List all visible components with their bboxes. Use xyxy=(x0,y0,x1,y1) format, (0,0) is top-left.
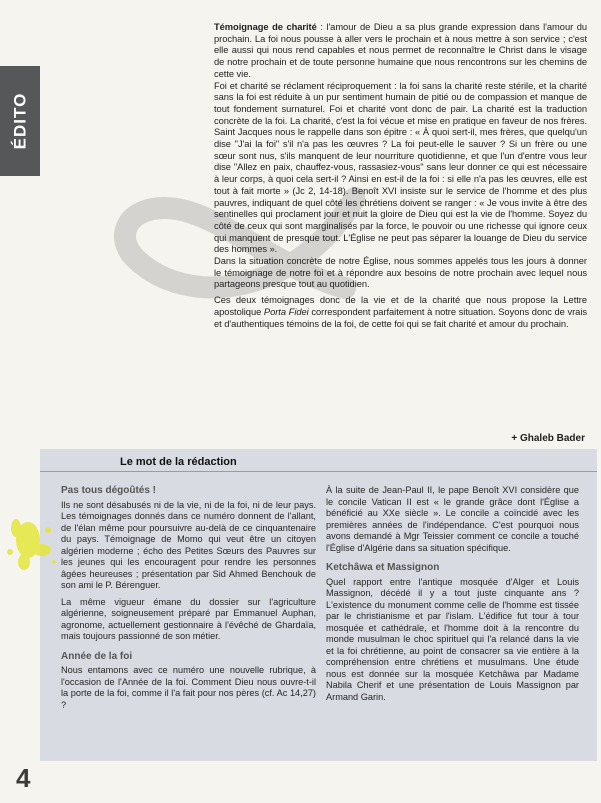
yellow-splash-decoration xyxy=(2,500,72,580)
editorial-paragraph-4 xyxy=(214,295,587,330)
section-heading: Ketchâwa et Massignon xyxy=(326,562,440,573)
edito-tab-label: ÉDITO xyxy=(10,92,30,150)
section-heading: Année de la foi xyxy=(61,650,133,662)
paragraph-text: Ces deux témoignages donc de la vie et de la charité que nous propose la Lettre apostolique xyxy=(214,295,587,317)
section-heading: Pas tous dégoûtés ! xyxy=(61,485,157,496)
editorial-text xyxy=(214,22,587,330)
editorial-paragraph-3: Dans la situation concrète de notre Église, nous sommes appelés tous les jours à donner le témoignage de notre foi et à répondre aux besoins de notre prochain avec lequel nous partageons presque tout au quotidien. xyxy=(214,256,587,290)
paragraph-text: correspondent parfaitement à notre situation. Soyons donc de vrais et d'authentiques témoins de la foi, de cette foi qui se fait charité et amour du prochain. xyxy=(214,306,587,329)
box-paragraph: Ils ne sont désabusés ni de la vie, ni de la foi, ni de leur pays. Les témoignages donnés dans ce numéro donnent de l'allant, de l'élan même pour poursuivre au-delà de ce cinquantenaire du pays. Témoignage de Momo qui veut être un citoyen algérien moderne ; écho des Petites Sœurs des Pauvres sur les jeunes qui les encouragent pour rendre les personnes âgées heureuses ; présentation par Sid Ahmed Benchouk de son ami le P. Bérenguer. xyxy=(61,499,316,590)
letter-title: Porta Fidei xyxy=(263,306,309,317)
edito-tab xyxy=(0,66,40,176)
editorial-paragraph-1 xyxy=(214,22,587,81)
author-signature: + Ghaleb Bader xyxy=(511,433,585,444)
box-divider xyxy=(40,471,597,472)
box-title: Le mot de la rédaction xyxy=(120,456,237,468)
box-paragraph: Nous entamons avec ce numéro une nouvelle rubrique, à l'occasion de l'Année de la foi. Comment Dieu nous ouvre-t-il la porte de la foi, comme il l'a fait pour nos pères (cf. Ac 14,27) ? xyxy=(61,665,316,710)
paragraph-text: : l'amour de Dieu a sa plus grande expression dans l'amour du prochain. La foi nous pousse à aller vers le prochain et à nous mettre à son service ; c'est elle aussi qui nous rend capables et nous permet de reconnaître le Christ dans le visage de notre prochain et de toute personne humaine que nous rencontrons sur les chemins de cette vie. xyxy=(214,22,587,79)
box-paragraph: Quel rapport entre l'antique mosquée d'Alger et Louis Massignon, décédé il y a tout juste cinquante ans ? L'existence du monument comme celle de l'homme est tissée par le christianisme et par l'islam. L'édifice fut tour à tour mosquée et cathédrale, et l'homme doit à la rencontre du monde musulman le choc spirituel qui l'a relancé dans la vie et la foi chrétienne, au point de consacrer sa vie entière à la compréhension entre chrétiens et musulmans. Une étude nous est donnée sur la mosquée Ketchâwa par Madame Nabila Cherif et une présentation de Louis Massignon par Armand Garin. xyxy=(326,576,579,702)
box-paragraph: À la suite de Jean-Paul II, le pape Benoît XVI considère que le concile Vatican II est « le grande grâce dont l'Église a bénéficié au XXe siècle ». Le concile a coïncidé avec les premières années de l'indépendance. C'est pourquoi nous avons demandé à Mgr Teissier comment ce concile a touché l'Église d'Algérie dans sa situation spécifique. xyxy=(326,485,579,553)
editorial-paragraph-2: Foi et charité se réclament réciproquement : la foi sans la charité reste stérile, et la charité sans la foi est réduite à un pur sentiment humain de pitié ou de compassion et manque de tout fondement surnaturel. Foi et charité vont donc de pair. La charité est la traduction concrète de la foi. La charité, c'est la foi vécue et mise en pratique en faveur de nos frères. Saint Jacques nous le rappelle dans son épitre : « À quoi sert-il, mes frères, que quelqu'un dise "J'ai la foi" s'il n'a pas les œuvres ? La foi peut-elle le sauver ? Si un frère ou une sœur sont nus, s'ils manquent de leur nourriture quotidienne, et que l'un d'entre vous leur dise "Allez en paix, chauffez-vous, rassasiez-vous" sans leur donner ce qui est nécessaire à leur corps, à quoi cela sert-il ? Ainsi en est-il de la foi : si elle n'a pas les œuvres, elle est tout à fait morte » (Jc 2, 14-18). Benoît XVI insiste sur le service de l'homme et des plus pauvres, indiquant de quel côté les chrétiens doivent se ranger : « Je vous invite à être des sentinelles qui proclament jour et nuit la gloire de Dieu qui est la vie de l'homme. Soyez du côté de ceux qui sont marginalisés par la force, le pouvoir ou une richesse qui ignore ceux qui manquent de presque tout. L'Église ne peut pas séparer la louange de Dieu du service des hommes ». xyxy=(214,80,587,255)
box-paragraph: La même vigueur émane du dossier sur l'agriculture algérienne, soigneusement préparé par Emmanuel Auphan, agronome, actuellement gestionnaire à l'évêché de Ghardaïa, mais toujours passionné de son métier. xyxy=(61,596,316,641)
page-number: 4 xyxy=(16,763,31,793)
box-column-right xyxy=(326,485,579,708)
paragraph-lead: Témoignage de charité xyxy=(214,22,317,32)
box-column-left xyxy=(61,485,316,716)
editorial-box xyxy=(40,449,597,761)
